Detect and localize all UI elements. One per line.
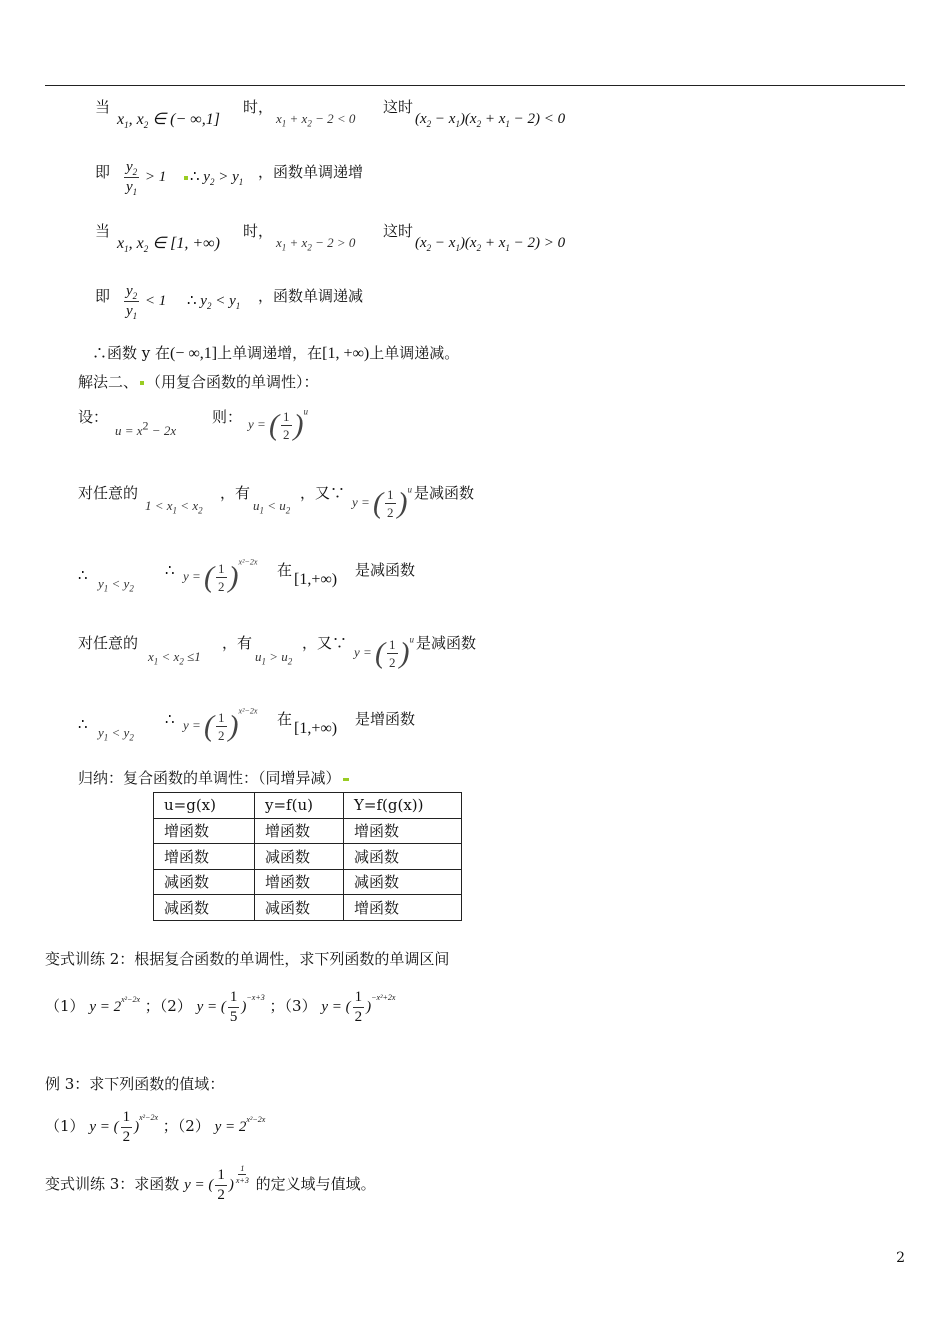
variant2-items: （1） $y = 2^{x^2-2x}$ ；（2） y = ( $\frac{1}{5}$ )$^{-x+3}$ ；（3） y = ( $\frac{1}{2}$ )$^{-x^2+2x}$: [45, 989, 396, 1025]
formula-y1-lt-y2-1: $y_1 < y_2$: [98, 576, 134, 594]
text-therefore-2b: ∴: [165, 710, 175, 728]
table-cell: 减函数: [154, 869, 255, 895]
text-when: 当: [95, 98, 111, 116]
text-also-2: ，又∵: [302, 634, 348, 652]
formula-u: $u = x^2 - 2x$: [115, 418, 177, 438]
text-zheshi: 这时: [383, 222, 414, 240]
formula-y-half-x2-2x-1: y = ( $\frac{1}{2}$ )$^{x^2-2x}$: [183, 557, 258, 594]
formula-y-half-u-3: y = ( $\frac{1}{2}$ )$^u$: [354, 634, 415, 670]
text-shi: 时，: [243, 222, 274, 240]
page-number: 2: [896, 1250, 905, 1266]
formula-product-neg: $(x_2 - x_1)(x_2 + x_1 - 2) < 0$: [415, 111, 566, 129]
text-therefore-1b: ∴: [165, 561, 175, 579]
text-ji: 即: [95, 287, 111, 305]
formula-y-half-u: y = ( $\frac{1}{2}$ )$^u$: [248, 406, 309, 442]
formula-y2-gt-y1: ∴ $y_2 > y_1$: [182, 170, 243, 185]
table-cell: 增函数: [255, 869, 344, 895]
text-summary: ∴函数 y 在(− ∞,1]上单调递增，在[1, +∞)上单调递减。: [92, 344, 460, 362]
table-header-row: [154, 793, 462, 819]
text-dec-fn-3: 是减函数: [416, 634, 477, 652]
text-in-1: 在: [277, 561, 293, 579]
table-header-cell: u=g(x): [154, 793, 255, 819]
text-when: 当: [95, 222, 111, 240]
variant2-heading: 变式训练 2：根据复合函数的单调性，求下列函数的单调区间: [45, 950, 450, 968]
header-rule: [45, 85, 905, 86]
text-dec-fn-2: 是减函数: [355, 561, 416, 579]
example3-items: （1） y = ( $\frac{1}{2}$ )$^{x^2-2x}$ ；（2） $y = 2^{x^2-2x}$: [45, 1109, 266, 1145]
formula-u1-lt-u2: $u_1 < u_2$: [253, 498, 291, 516]
text-have-2: ，有: [222, 634, 253, 652]
formula-y2-lt-y1: ∴ $y_2 < y_1$: [187, 293, 241, 311]
table-cell: 减函数: [154, 895, 255, 921]
table-cell: 增函数: [344, 895, 462, 921]
text-zheshi: 这时: [383, 98, 414, 116]
table-cell: 增函数: [255, 818, 344, 844]
text-dec-fn-1: 是减函数: [414, 484, 475, 502]
table-row: [154, 869, 462, 895]
table-header-cell: y=f(u): [255, 793, 344, 819]
formula-interval-2: $x_1$, $x_2$ ∈ [1, +∞): [117, 235, 220, 255]
table-header-cell: Y=f(g(x)): [344, 793, 462, 819]
table-cell: 增函数: [154, 818, 255, 844]
formula-sum-pos: $x_1 + x_2 - 2 > 0$: [276, 235, 356, 253]
text-let: 设：: [78, 408, 109, 426]
formula-interval-1: $x_1$, $x_2$ ∈ (− ∞,1]: [117, 111, 220, 131]
formula-interval-3: [1,+∞): [294, 571, 338, 588]
text-dec: ，函数单调递减: [258, 287, 364, 305]
text-in-2: 在: [277, 710, 293, 728]
formula-range-1: $1 < x_1 < x_2$: [145, 498, 203, 516]
formula-y1-lt-y2-2: $y_1 < y_2$: [98, 725, 134, 743]
monotonicity-table: [153, 792, 462, 921]
formula-range-2: $x_1 < x_2 \le 1$: [148, 649, 201, 667]
formula-interval-4: [1,+∞): [294, 720, 338, 737]
table-row: [154, 895, 462, 921]
table-cell: 减函数: [255, 844, 344, 870]
variant3-heading: 变式训练 3：求函数 y = ( $\frac{1}{2}$ ) $^{\frac{1}{x+3}}$ 的定义域与值域。: [45, 1164, 376, 1203]
table-row: [154, 844, 462, 870]
text-forany-1: 对任意的: [78, 484, 139, 502]
table-cell: 减函数: [255, 895, 344, 921]
formula-product-pos: $(x_2 - x_1)(x_2 + x_1 - 2) > 0$: [415, 235, 566, 253]
table-row: [154, 818, 462, 844]
table-cell: 增函数: [154, 844, 255, 870]
text-ji: 即: [95, 163, 111, 181]
text-shi: 时，: [243, 98, 274, 116]
table-cell: 减函数: [344, 869, 462, 895]
formula-ratio-lt: $\frac{y_2}{y_1}$ < 1: [126, 283, 167, 321]
method2-heading: 解法二、 （用复合函数的单调性）：: [78, 373, 319, 391]
example3-heading: 例 3：求下列函数的值域：: [45, 1075, 225, 1093]
text-therefore-2: ∴: [78, 715, 88, 733]
text-therefore-1: ∴: [78, 566, 88, 584]
formula-y-half-u-2: y = ( $\frac{1}{2}$ )$^u$: [352, 484, 413, 520]
text-also-1: ，又∵: [300, 484, 346, 502]
formula-u1-gt-u2: $u_1 > u_2$: [255, 649, 293, 667]
formula-sum-neg: $x_1 + x_2 - 2 < 0$: [276, 111, 356, 129]
text-forany-2: 对任意的: [78, 634, 139, 652]
induction-heading: 归纳：复合函数的单调性：（同增异减）: [78, 771, 351, 786]
table-cell: 减函数: [344, 844, 462, 870]
formula-ratio-gt: $\frac{y_2}{y_1}$ > 1: [126, 159, 167, 197]
text-inc: ，函数单调递增: [258, 163, 364, 181]
formula-y-half-x2-2x-2: y = ( $\frac{1}{2}$ )$^{x^2-2x}$: [183, 706, 258, 743]
text-inc-fn: 是增函数: [355, 710, 416, 728]
text-have-1: ，有: [220, 484, 251, 502]
table-cell: 增函数: [344, 818, 462, 844]
text-then: 则：: [212, 408, 243, 426]
